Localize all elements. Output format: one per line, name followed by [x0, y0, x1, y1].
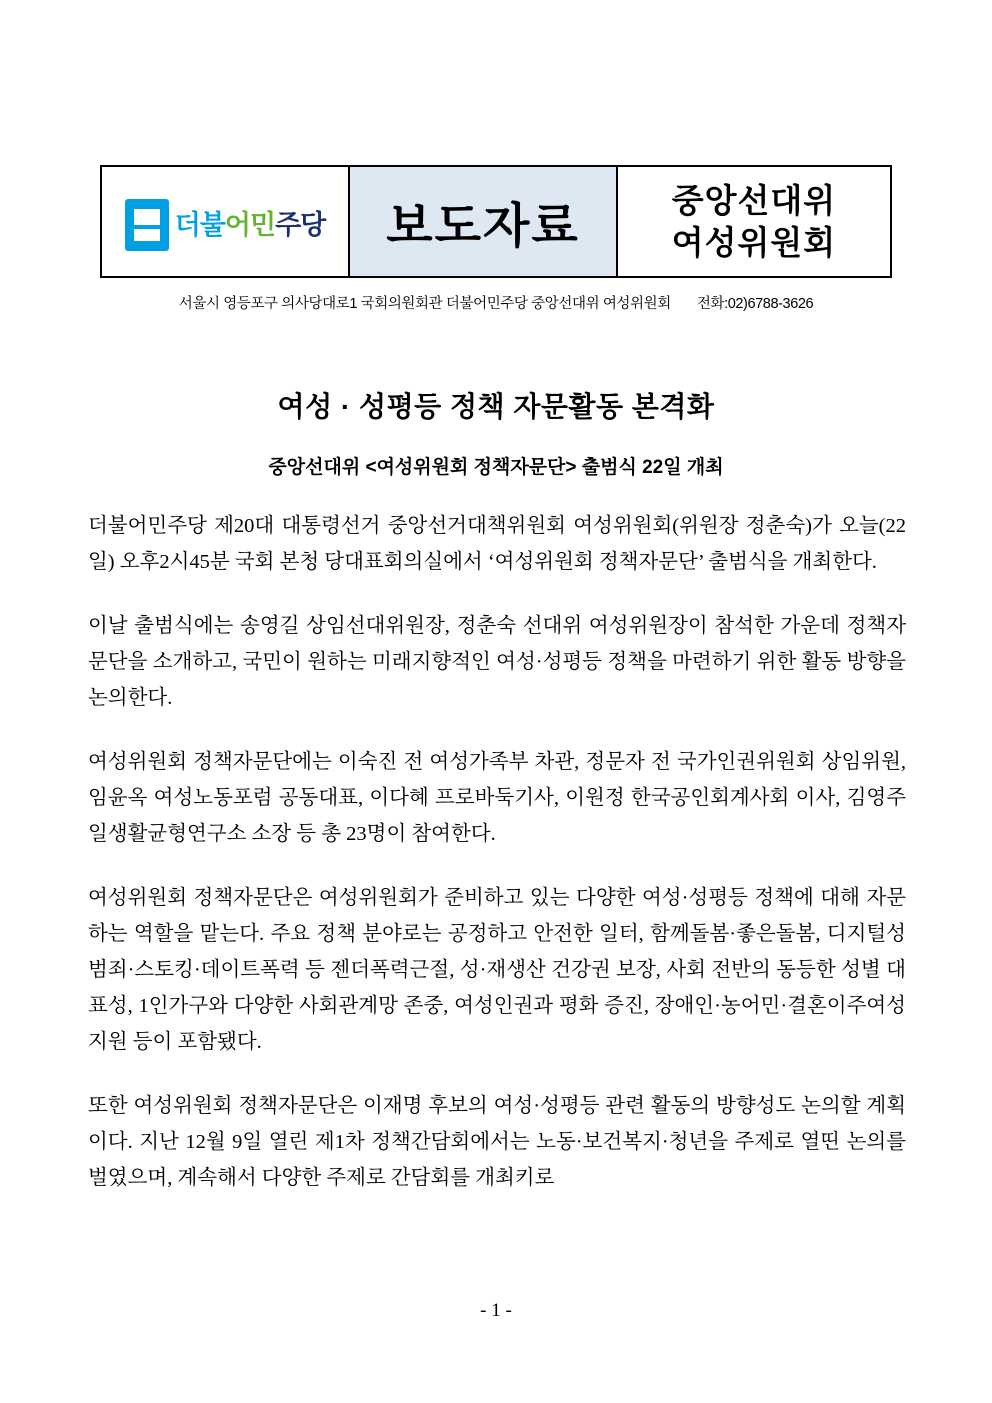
party-logo-text-part3: 주당 [275, 210, 326, 240]
page-subtitle: 중앙선대위 <여성위원회 정책자문단> 출범식 22일 개최 [268, 457, 724, 478]
party-logo [125, 199, 326, 253]
contact-line [100, 292, 892, 313]
doc-type-cell: 보도자료 [350, 167, 618, 276]
phone-text: 전화:02)6788-3626 [696, 296, 814, 312]
party-logo-cell [102, 167, 350, 276]
party-logo-text [175, 212, 326, 239]
address-text: 서울시 영등포구 의사당대로1 국회의원회관 더불어민주당 중앙선대위 여성위원회 [178, 296, 671, 312]
organization-cell [618, 167, 890, 276]
organization-line-1: 중앙선대위 [671, 182, 837, 220]
body-paragraph: 더불어민주당 제20대 대통령선거 중앙선거대책위원회 여성위원회(위원장 정춘숙)가 오늘(22일) 오후2시45분 국회 본청 당대표회의실에서 ‘여성위원회 정책자문단’ 출범식을 개최한다. [88, 515, 906, 573]
party-symbol-icon [125, 199, 169, 253]
body-paragraph: 또한 여성위원회 정책자문단은 이재명 후보의 여성·성평등 관련 활동의 방향성도 논의할 계획이다. 지난 12월 9일 열린 제1차 정책간담회에서는 노동·보건복지·청년을 주제로 열띤 논의를 벌였으며, 계속해서 다양한 주제로 간담회를 개최키로 [88, 1095, 906, 1189]
body-content [88, 508, 906, 1196]
body-paragraph: 여성위원회 정책자문단에는 이숙진 전 여성가족부 차관, 정문자 전 국가인권위원회 상임위원, 임윤옥 여성노동포럼 공동대표, 이다혜 프로바둑기사, 이원정 한국공인회계사회 이사, 김영주 일생활균형연구소 소장 등 총 23명이 참여한다. [88, 751, 906, 845]
page-title: 여성 · 성평등 정책 자문활동 본격화 [277, 391, 715, 422]
party-logo-text-part2: 어민 [224, 210, 276, 240]
page-number: - 1 - [480, 1300, 512, 1321]
organization-line-2: 여성위원회 [671, 223, 837, 261]
header-banner [100, 165, 892, 278]
body-paragraph: 이날 출범식에는 송영길 상임선대위원장, 정춘숙 선대위 여성위원장이 참석한 가운데 정책자문단을 소개하고, 국민이 원하는 미래지향적인 여성·성평등 정책을 마련하기 위한 활동 방향을 논의한다. [88, 615, 906, 709]
body-paragraph: 여성위원회 정책자문단은 여성위원회가 준비하고 있는 다양한 여성·성평등 정책에 대해 자문하는 역할을 맡는다. 주요 정책 분야로는 공정하고 안전한 일터, 함께돌봄·좋은돌봄, 디지털성범죄·스토킹·데이트폭력 등 젠더폭력근절, 성·재생산 건강권 보장, 사회 전반의 동등한 성별 대표성, 1인가구와 다양한 사회관계망 존중, 여성인권과 평화 증진, 장애인·농어민·결혼이주여성 지원 등이 포함됐다. [88, 887, 906, 1053]
party-logo-text-part1: 더불 [174, 210, 225, 240]
